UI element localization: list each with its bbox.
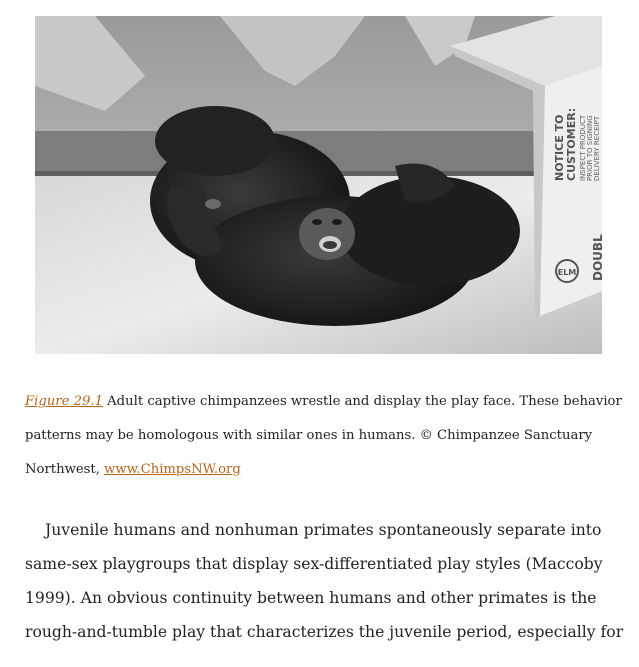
chimps-nw-link[interactable]: www.ChimpsNW.org [104,462,241,477]
photo-box-text-6: DOUBL [591,234,605,281]
photo-box-text-5: DELIVERY RECEIPT [593,115,601,181]
caption-text: Adult captive chimpanzees wrestle and display the play face. These behavior patterns may be homologous with similar ones in humans. © Chimpanzee Sanctuary Northwest, [25,394,622,477]
photo-box-text-1: NOTICE TO [553,114,566,181]
photo-box-text-2: CUSTOMER: [565,107,578,181]
figure-photo [35,16,605,354]
photo-box-logo: ELM [557,268,577,277]
photo-box-text-4: PRIOR TO SIGNING [586,115,594,181]
photo-box-text-3: INSPECT PRODUCT [579,114,587,181]
figure-caption [25,385,625,487]
figure-label-link[interactable]: Figure 29.1 [25,394,103,409]
body-paragraph: Juvenile humans and nonhuman primates spontaneously separate into same-sex playgroups that display sex-differentiated play styles (Maccoby 1999). An obvious continuity between humans and other primates is the rough-and-tumble play that characterizes the juvenile period, especially for [25,521,624,641]
